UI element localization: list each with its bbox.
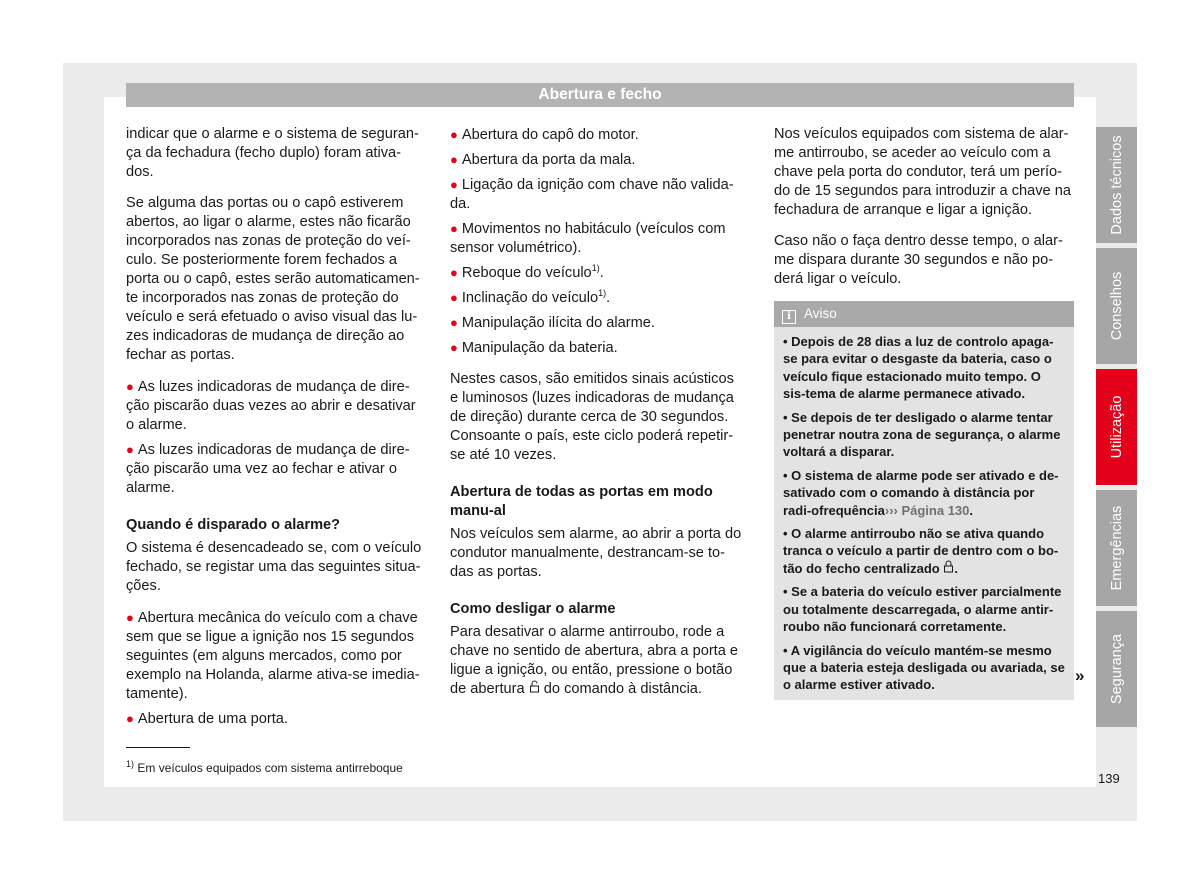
tab-dados-tecnicos[interactable]: Dados técnicos [1096, 127, 1137, 243]
list-item: ● Abertura do capô do motor. [450, 127, 639, 143]
warning-item: • Se a bateria do veículo estiver parcialmente ou totalmente descarregada, o alarme antir-roubo não funcionará corretamente. [783, 584, 1062, 635]
paragraph: Se alguma das portas ou o capô estiverem abertos, ao ligar o alarme, estes não ficarão incorporados nas zonas de proteção do veí-culo. Se posteriormente forem fechados a porta ou o capô, estes serão automaticamen-te incorporados nas zonas de proteção do veículo e será efetuado o aviso visual das lu-zes indicadoras de mudança de direção ao fechar as portas. [126, 195, 420, 363]
list-item: ● As luzes indicadoras de mudança de dire-ção piscarão uma vez ao fechar e ativar o alarme. [126, 442, 410, 496]
paragraph: Nos veículos equipados com sistema de alar-me antirroubo, se aceder ao veículo com a chave pela porta do condutor, terá um perío-do de 15 segundos para introduzir a chave na fechadura de arranque e ligar a ignição. [774, 126, 1071, 218]
list-item: ● Manipulação ilícita do alarme. [450, 315, 655, 331]
tab-utilizacao[interactable]: Utilização [1096, 369, 1137, 485]
footnote-marker: 1) [591, 263, 600, 274]
list-item: ● Ligação da ignição com chave não valida-da. [450, 177, 734, 212]
warning-box-header: i Aviso [774, 301, 1074, 327]
bullet-icon: ● [126, 379, 134, 394]
list-item: ● Abertura de uma porta. [126, 711, 288, 727]
subheading: Abertura de todas as portas em modo manu-al [450, 484, 713, 519]
warning-box-body [774, 327, 1074, 700]
footnote-marker: 1) [598, 288, 607, 299]
column-2 [450, 125, 746, 711]
list-item: ● Abertura mecânica do veículo com a chave sem que se ligue a ignição nos 15 segundos seguintes (em alguns mercados, como por exemplo na Holanda, alarme ativa-se imedia-tamente). [126, 610, 420, 702]
bullet-icon: ● [450, 340, 458, 355]
info-icon: i [782, 310, 796, 324]
list-item: ● Manipulação da bateria. [450, 340, 618, 356]
bullet-icon: ● [450, 152, 458, 167]
bullet-icon: ● [450, 177, 458, 192]
footnote-divider [126, 747, 190, 748]
continue-arrow-icon: » [1075, 666, 1085, 685]
paragraph: O sistema é desencadeado se, com o veículo fechado, se registar uma das seguintes situa-ções. [126, 540, 422, 594]
warning-item: • Depois de 28 dias a luz de controlo apaga-se para evitar o desgaste da bateria, caso o veículo fique estacionado muito tempo. O sis-tema de alarme permanece ativado. [783, 334, 1054, 402]
section-header: Abertura e fecho [126, 83, 1074, 107]
tab-conselhos[interactable]: Conselhos [1096, 248, 1137, 364]
warning-item: • O alarme antirroubo não se ativa quando tranca o veículo a partir de dentro com o bo-tão do fecho centralizado . [783, 526, 1059, 576]
bullet-icon: ● [450, 290, 458, 305]
list-item: ● Abertura da porta da mala. [450, 152, 636, 168]
warning-item: • A vigilância do veículo mantém-se mesmo que a bateria esteja desligada ou avariada, se o alarme estiver ativado. [783, 642, 1065, 693]
list-item: ● Movimentos no habitáculo (veículos com sensor volumétrico). [450, 221, 726, 256]
list-item: ● Inclinação do veículo$^{1)}$. [450, 288, 611, 306]
bullet-icon: ● [450, 127, 458, 142]
paragraph: Nestes casos, são emitidos sinais acústicos e luminosos (luzes indicadoras de mudança de direção) durante cerca de 30 segundos. Consoante o país, este ciclo poderá repetir-se até 10 vezes. [450, 371, 734, 463]
bullet-icon: ● [450, 315, 458, 330]
footnote: $^{1)}$ Em veículos equipados com sistema antirreboque [126, 759, 403, 775]
paragraph: Para desativar o alarme antirroubo, rode a chave no sentido de abertura, abra a porta e ligue a ignição, ou então, pressione o botão de abertura do comando à distância. [450, 624, 739, 697]
warning-box [774, 301, 1074, 700]
paragraph: indicar que o alarme e o sistema de seguran-ça da fechadura (fecho duplo) foram ativa-dos. [126, 126, 419, 180]
subheading: Quando é disparado o alarme? [126, 517, 341, 533]
column-3 [774, 125, 1074, 700]
bullet-icon: ● [126, 711, 134, 726]
page-number: 139 [1098, 771, 1120, 786]
paragraph: Nos veículos sem alarme, ao abrir a porta do condutor manualmente, destrancam-se to-das as portas. [450, 526, 742, 580]
paragraph: Caso não o faça dentro desse tempo, o alar-me dispara durante 30 segundos e não po-derá ligar o veículo. [774, 233, 1063, 287]
unlock-icon [529, 682, 540, 696]
subheading: Como desligar o alarme [450, 601, 616, 617]
bullet-icon: ● [450, 221, 458, 236]
list-item: ● Reboque do veículo$^{1)}$. [450, 263, 604, 281]
warning-item: • Se depois de ter desligado o alarme tentar penetrar noutra zona de segurança, o alarme voltará a disparar. [783, 409, 1061, 460]
bullet-icon: ● [126, 442, 134, 457]
lock-icon [943, 561, 954, 576]
bullet-icon: ● [450, 265, 458, 280]
page-reference-link[interactable]: ››› Página 130 [884, 502, 970, 518]
bullet-icon: ● [126, 610, 134, 625]
column-1 [126, 125, 426, 734]
tab-seguranca[interactable]: Segurança [1096, 611, 1137, 727]
list-item: ● As luzes indicadoras de mudança de dire-ção piscarão duas vezes ao abrir e desativar o alarme. [126, 379, 416, 433]
tab-emergencias[interactable]: Emergências [1096, 490, 1137, 606]
warning-item: • O sistema de alarme pode ser ativado e de-sativado com o comando à distância por radi-ofrequência››› Página 130. [783, 467, 1059, 518]
